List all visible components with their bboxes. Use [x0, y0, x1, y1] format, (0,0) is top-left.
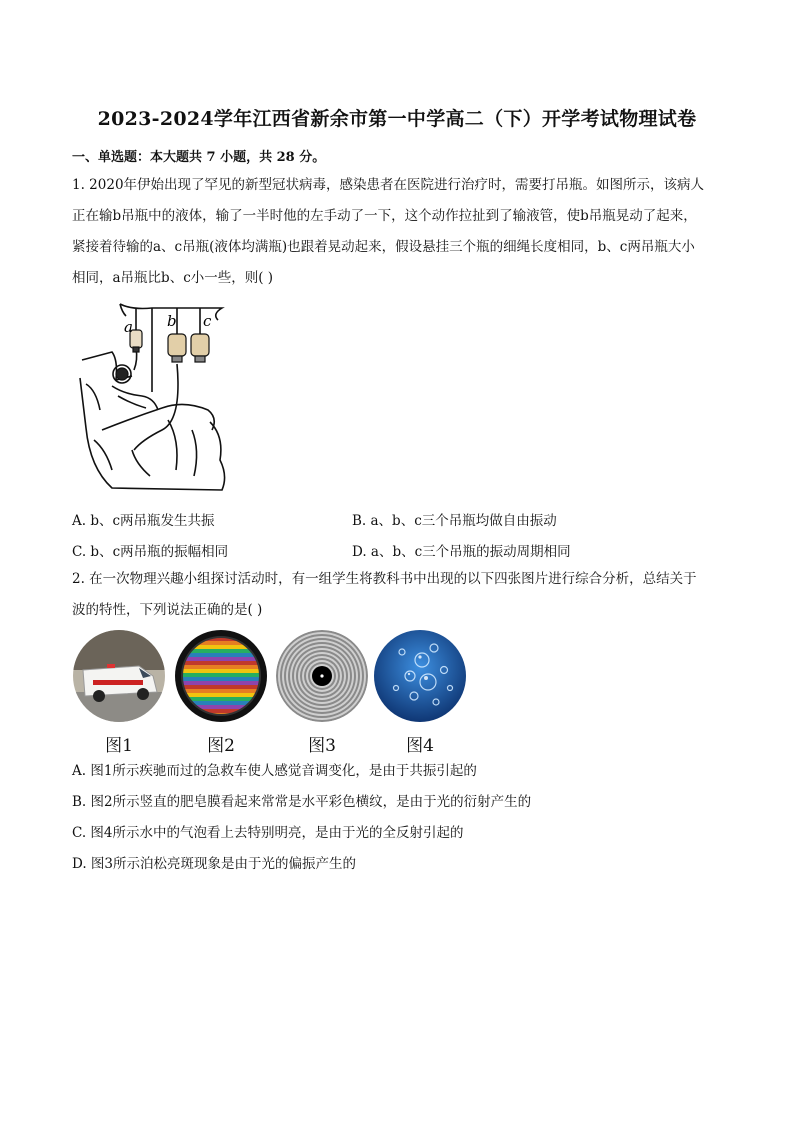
q1-option-b[interactable]: B. a、b、c三个吊瓶均做自由振动: [352, 513, 557, 529]
question-1-text: [72, 170, 722, 294]
q1-option-c[interactable]: C. b、c两吊瓶的振幅相同: [72, 544, 229, 560]
iv-drip-figure: [72, 300, 232, 500]
water-bubbles-photo: [374, 630, 466, 722]
figure-3-label: 图3: [308, 736, 336, 756]
figure-1-label: 图1: [105, 736, 133, 756]
q2-option-c[interactable]: C. 图4所示水中的气泡看上去特别明亮，是由于光的全反射引起的: [72, 825, 464, 841]
question-1-line: 相同，a吊瓶比b、c小一些，则( ): [72, 270, 274, 286]
q1-option-a[interactable]: A. b、c两吊瓶发生共振: [72, 513, 215, 529]
figure-4-label: 图4: [406, 736, 434, 756]
bottle-label-b: b: [167, 312, 177, 330]
q1-option-d[interactable]: D. a、b、c三个吊瓶的振动周期相同: [352, 544, 571, 560]
bottle-label-a: a: [124, 318, 133, 336]
bottle-label-c: c: [203, 312, 212, 330]
question-2-line: 波的特性，下列说法正确的是( ): [72, 602, 263, 618]
section-heading: 一、单选题：本大题共 7 小题，共 28 分。: [72, 150, 326, 165]
ambulance-photo: [73, 630, 165, 722]
q2-option-a[interactable]: A. 图1所示疾驰而过的急救车使人感觉音调变化，是由于共振引起的: [72, 763, 477, 779]
question-1-line: 紧接着待输的a、c吊瓶(液体均满瓶)也跟着晃动起来，假设悬挂三个瓶的细绳长度相同，b、c两吊瓶大小: [72, 239, 695, 255]
q2-option-d[interactable]: D. 图3所示泊松亮斑现象是由于光的偏振产生的: [72, 856, 357, 872]
question-1-line: 正在输b吊瓶中的液体，输了一半时他的左手动了一下，这个动作拉扯到了输液管，使b吊瓶晃动了起来，: [72, 208, 697, 224]
poisson-spot-photo: [276, 630, 368, 722]
question-1-line: 1. 2020年伊始出现了罕见的新型冠状病毒，感染患者在医院进行治疗时，需要打吊瓶。如图所示，该病人: [72, 177, 705, 193]
q2-option-b[interactable]: B. 图2所示竖直的肥皂膜看起来常常是水平彩色横纹，是由于光的衍射产生的: [72, 794, 532, 810]
question-2-text: [72, 564, 722, 626]
page-title: 2023-2024学年江西省新余市第一中学高二（下）开学考试物理试卷: [97, 108, 697, 130]
question-2-line: 2. 在一次物理兴趣小组探讨活动时，有一组学生将教科书中出现的以下四张图片进行综合分析，总结关于: [72, 571, 697, 587]
soap-film-photo: [175, 630, 267, 722]
figure-2-label: 图2: [207, 736, 235, 756]
